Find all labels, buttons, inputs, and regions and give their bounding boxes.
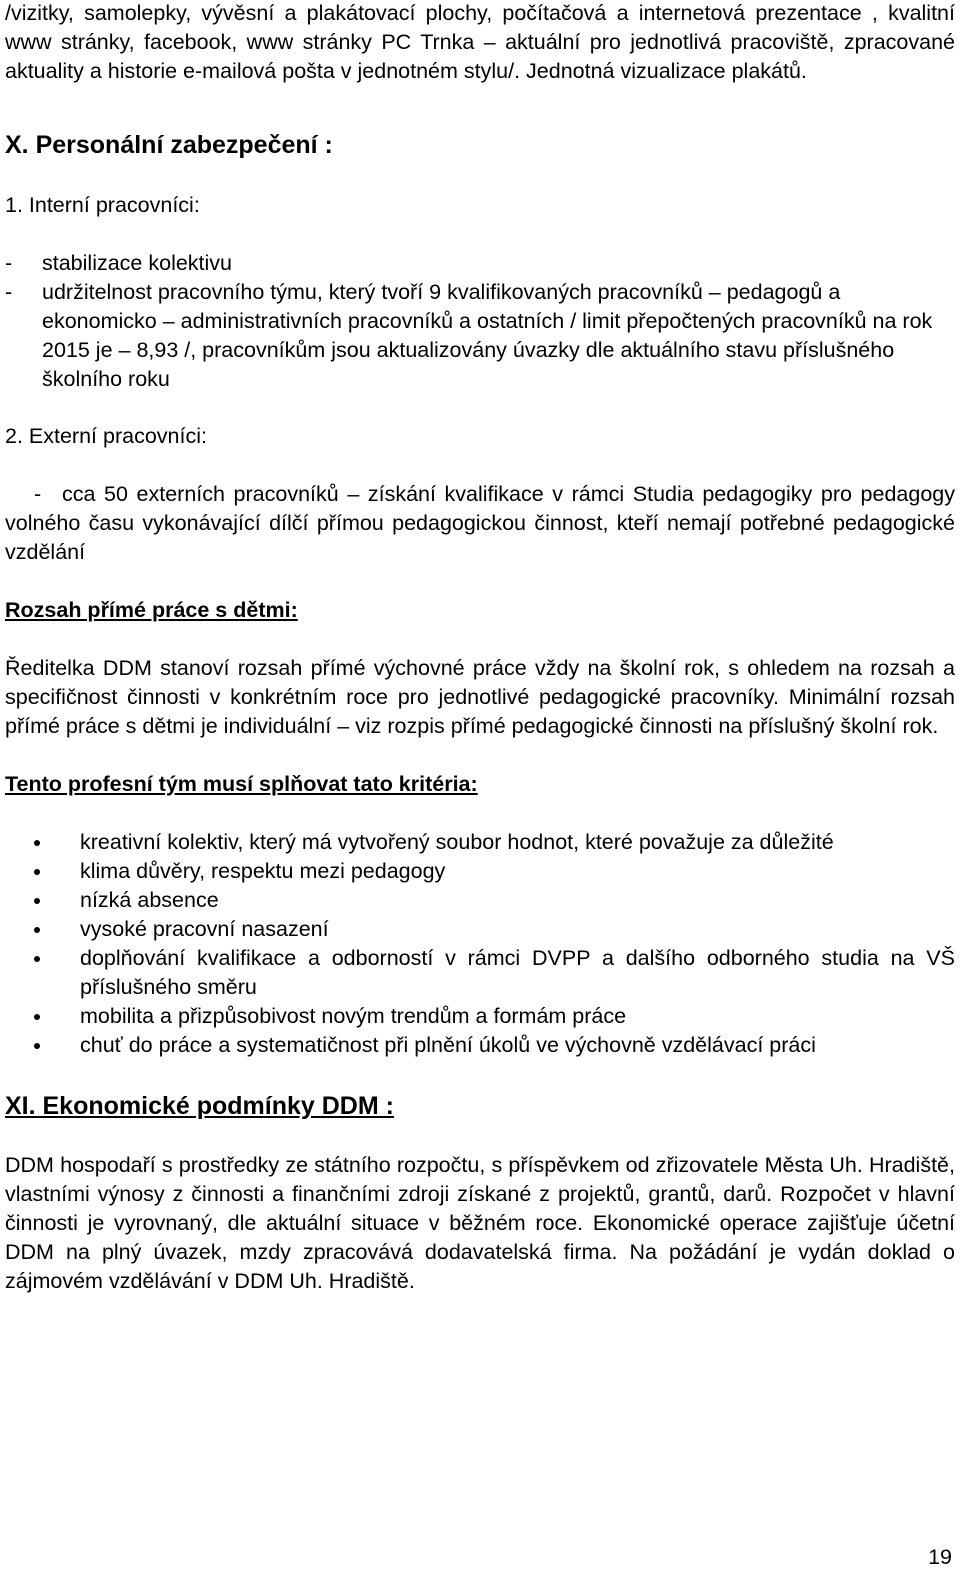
list-item bbox=[5, 915, 955, 944]
page-number: 19 bbox=[928, 1545, 952, 1569]
list-item bbox=[5, 480, 955, 567]
list-item-text: kreativní kolektiv, který má vytvořený soubor hodnot, které považuje za důležité bbox=[80, 830, 834, 854]
dash-marker: - bbox=[5, 280, 13, 304]
list-item-text: mobilita a přizpůsobivost novým trendům a formám práce bbox=[80, 1004, 627, 1028]
bullet-icon bbox=[34, 840, 40, 846]
external-workers-title: 2. Externí pracovníci: bbox=[5, 424, 207, 448]
economics-paragraph: DDM hospodaří s prostředky ze státního rozpočtu, s příspěvkem od zřizovatele Města Uh. Hradiště, vlastními výnosy z činnosti a finančními zdroji získané z projektů, grantů, darů. Rozpočet v hlavní činnosti je vyrovnaný, dle aktuální situace v běžném roce. Ekonomické operace zajišťuje účetní DDM na plný úvazek, mzdy zpracovává dodavatelská firma. Na požádání je vydán doklad o zájmovém vzdělávání v DDM Uh. Hradiště. bbox=[5, 1153, 955, 1293]
document-page bbox=[5, 0, 955, 1296]
list-item-text: doplňování kvalifikace a odborností v rámci DVPP a dalšího odborného studia na VŠ příslušného směru bbox=[80, 946, 955, 999]
list-item-text: udržitelnost pracovního týmu, který tvoří 9 kvalifikovaných pracovníků – pedagogů a ekonomicko – administrativních pracovníků a ostatních / limit přepočtených pracovníků na rok 2015 je – 8,93 /, pracovníkům jsou aktualizovány úvazky dle aktuálního stavu příslušného školního roku bbox=[42, 280, 933, 391]
external-workers-list bbox=[5, 480, 955, 567]
list-item bbox=[5, 278, 955, 394]
list-item bbox=[5, 828, 955, 857]
list-item bbox=[5, 857, 955, 886]
bullet-icon bbox=[34, 898, 40, 904]
bullet-icon bbox=[34, 1043, 40, 1049]
bullet-icon bbox=[34, 1014, 40, 1020]
criteria-heading: Tento profesní tým musí splňovat tato kritéria: bbox=[5, 772, 478, 796]
direct-work-paragraph: Ředitelka DDM stanoví rozsah přímé výchovné práce vždy na školní rok, s ohledem na rozsah a specifičnost činnosti v konkrétním roce pro jednotlivé pedagogické pracovníky. Minimální rozsah přímé práce s dětmi je individuální – viz rozpis přímé pedagogické činnosti na příslušný školní rok. bbox=[5, 656, 955, 738]
internal-workers-list bbox=[5, 249, 955, 394]
list-item bbox=[5, 249, 955, 278]
list-item bbox=[5, 1031, 955, 1060]
list-item bbox=[5, 944, 955, 1002]
list-item bbox=[5, 886, 955, 915]
bullet-icon bbox=[34, 956, 40, 962]
list-item-text: cca 50 externích pracovníků – získání kvalifikace v rámci Studia pedagogiky pro pedagogy volného času vykonávající dílčí přímou pedagogickou činnost, kteří nemají potřebné pedagogické vzdělání bbox=[5, 482, 955, 564]
dash-marker: - bbox=[34, 482, 42, 506]
section-xi-title: XI. Ekonomické podmínky DDM : bbox=[5, 1092, 394, 1120]
list-item bbox=[5, 1002, 955, 1031]
list-item-text: klima důvěry, respektu mezi pedagogy bbox=[80, 859, 446, 883]
internal-workers-title: 1. Interní pracovníci: bbox=[5, 193, 200, 217]
list-item-text: chuť do práce a systematičnost při plnění úkolů ve výchovně vzdělávací práci bbox=[80, 1033, 816, 1057]
direct-work-heading: Rozsah přímé práce s dětmi: bbox=[5, 598, 298, 622]
dash-marker: - bbox=[5, 251, 13, 275]
list-item-text: stabilizace kolektivu bbox=[42, 251, 233, 275]
list-item-text: nízká absence bbox=[80, 888, 219, 912]
list-item-text: vysoké pracovní nasazení bbox=[80, 917, 329, 941]
bullet-icon bbox=[34, 927, 40, 933]
bullet-icon bbox=[34, 869, 40, 875]
section-x-title: X. Personální zabezpečení : bbox=[5, 131, 333, 159]
criteria-list bbox=[5, 828, 955, 1060]
intro-paragraph: /vizitky, samolepky, vývěsní a plakátovací plochy, počítačová a internetová prezentace , kvalitní www stránky, facebook, www stránky PC Trnka – aktuální pro jednotlivá pracoviště, zpracované aktuality a historie e-mailová pošta v jednotném stylu/. Jednotná vizualizace plakátů. bbox=[5, 1, 955, 83]
